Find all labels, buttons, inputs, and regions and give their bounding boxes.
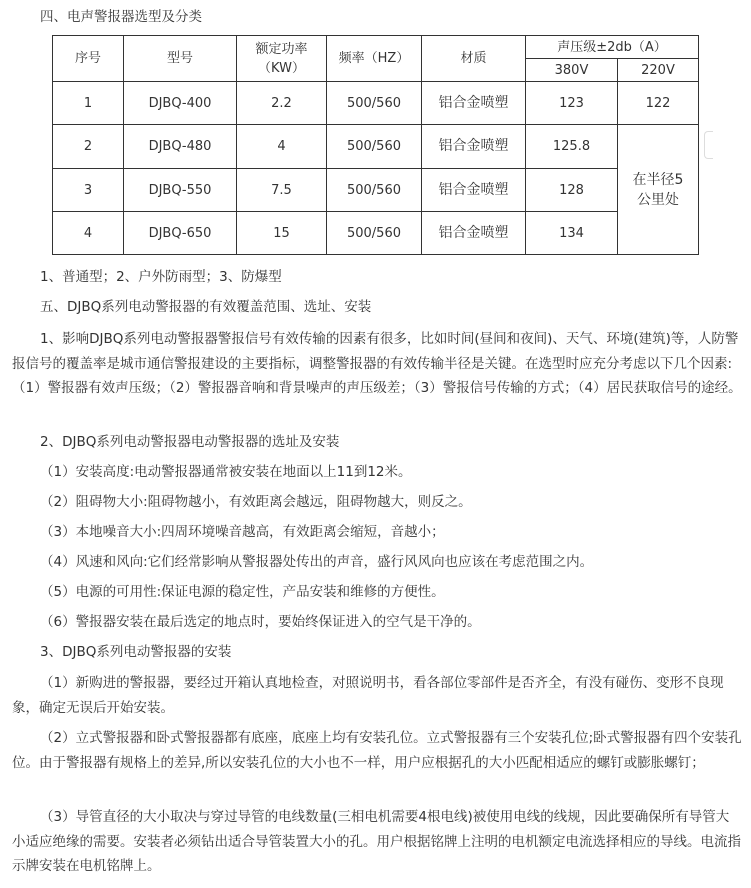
cell-380v: 123	[526, 82, 618, 125]
siting-item: （5）电源的可用性:保证电源的稳定性，产品安装和维修的方便性。	[40, 584, 445, 600]
siting-item: （2）阻碍物大小:阻碍物越小，有效距离会越远，阻碍物越大，则反之。	[40, 494, 472, 510]
cell-no: 1	[53, 82, 124, 125]
siting-item: （4）风速和风向:它们经常影响从警报器处传出的声音，盛行风风向也应该在考虑范围之内。	[40, 554, 594, 570]
table-row	[53, 169, 699, 212]
cell-power: 4	[237, 125, 327, 169]
types-line: 1、普通型；2、户外防雨型；3、防爆型	[40, 269, 282, 285]
header-220v: 220V	[618, 59, 699, 82]
cell-material: 铝合金喷塑	[422, 169, 526, 212]
install-step: （3）导管直径的大小取决与穿过导管的电线数量(三相电机需要4根电线)被使用电线的线规，因此要确保所有导管大小适应绝缘的需要。安装者必须钻出适合导管装置大小的孔。用户根据铭牌上注明的电机额定电流选择相应的导线。电流指示牌安装在电机铭牌上。	[12, 809, 741, 874]
cell-freq: 500/560	[327, 169, 422, 212]
table-row	[53, 125, 699, 169]
cell-material: 铝合金喷塑	[422, 212, 526, 255]
cell-model: DJBQ-480	[124, 125, 237, 169]
install-step: （1）新购进的警报器，要经过开箱认真地检查，对照说明书，看各部位零部件是否齐全，有没有碰伤、变形不良现象，确定无误后开始安装。	[12, 675, 724, 716]
cell-freq: 500/560	[327, 212, 422, 255]
cell-freq: 500/560	[327, 82, 422, 125]
header-material: 材质	[422, 36, 526, 82]
header-freq: 频率（HZ）	[327, 36, 422, 82]
install-step: （2）立式警报器和卧式警报器都有底座，底座上均有安装孔位。立式警报器有三个安装孔位;卧式警报器有四个安装孔位。由于警报器有规格上的差异,所以安装孔位的大小也不一样，用户应根据孔的大小匹配相适应的螺钉或膨胀螺钉；	[12, 730, 742, 771]
cell-power: 7.5	[237, 169, 327, 212]
side-scroll-tab[interactable]	[704, 131, 713, 159]
cell-model: DJBQ-550	[124, 169, 237, 212]
install-title: 3、DJBQ系列电动警报器的安装	[40, 644, 232, 660]
cell-220v: 122	[618, 82, 699, 125]
siting-item: （1）安装高度:电动警报器通常被安装在地面以上11到12米。	[40, 464, 412, 480]
para-factors: 1、影响DJBQ系列电动警报器警报信号有效传输的因素有很多，比如时间(昼间和夜间)、天气、环境(建筑)等，人防警报信号的覆盖率是城市通信警报建设的主要指标，调整警报器的有效传输半径是关键。在选型时应充分考虑以下几个因素:（1）警报器有效声压级；（2）警报器音响和背景噪声的声压级差；（3）警报信号传输的方式；（4）居民获取信号的途经。	[12, 331, 742, 396]
table-row	[53, 82, 699, 125]
header-380v: 380V	[526, 59, 618, 82]
header-no: 序号	[53, 36, 124, 82]
siting-title: 2、DJBQ系列电动警报器电动警报器的选址及安装	[40, 434, 340, 450]
cell-380v: 125.8	[526, 125, 618, 169]
cell-model: DJBQ-650	[124, 212, 237, 255]
siting-item: （3）本地噪音大小:四周环境噪音越高，有效距离会缩短，音越小；	[40, 524, 445, 540]
header-power: 额定功率（KW）	[237, 36, 327, 82]
header-model: 型号	[124, 36, 237, 82]
cell-power: 2.2	[237, 82, 327, 125]
siting-item: （6）警报器安装在最后选定的地点时，要始终保证进入的空气是干净的。	[40, 614, 481, 630]
cell-material: 铝合金喷塑	[422, 125, 526, 169]
table-row	[53, 212, 699, 255]
section4-title: 四、电声警报器选型及分类	[40, 9, 202, 25]
cell-380v: 134	[526, 212, 618, 255]
cell-no: 2	[53, 125, 124, 169]
section5-title: 五、DJBQ系列电动警报器的有效覆盖范围、选址、安装	[40, 299, 372, 315]
cell-material: 铝合金喷塑	[422, 82, 526, 125]
cell-no: 3	[53, 169, 124, 212]
table-header-row	[53, 36, 699, 59]
cell-power: 15	[237, 212, 327, 255]
cell-no: 4	[53, 212, 124, 255]
cell-380v: 128	[526, 169, 618, 212]
header-spl: 声压级±2db（A）	[526, 36, 699, 59]
cell-freq: 500/560	[327, 125, 422, 169]
spec-table	[52, 35, 699, 255]
cell-model: DJBQ-400	[124, 82, 237, 125]
cell-220v-merged: 在半径5公里处	[618, 125, 699, 255]
